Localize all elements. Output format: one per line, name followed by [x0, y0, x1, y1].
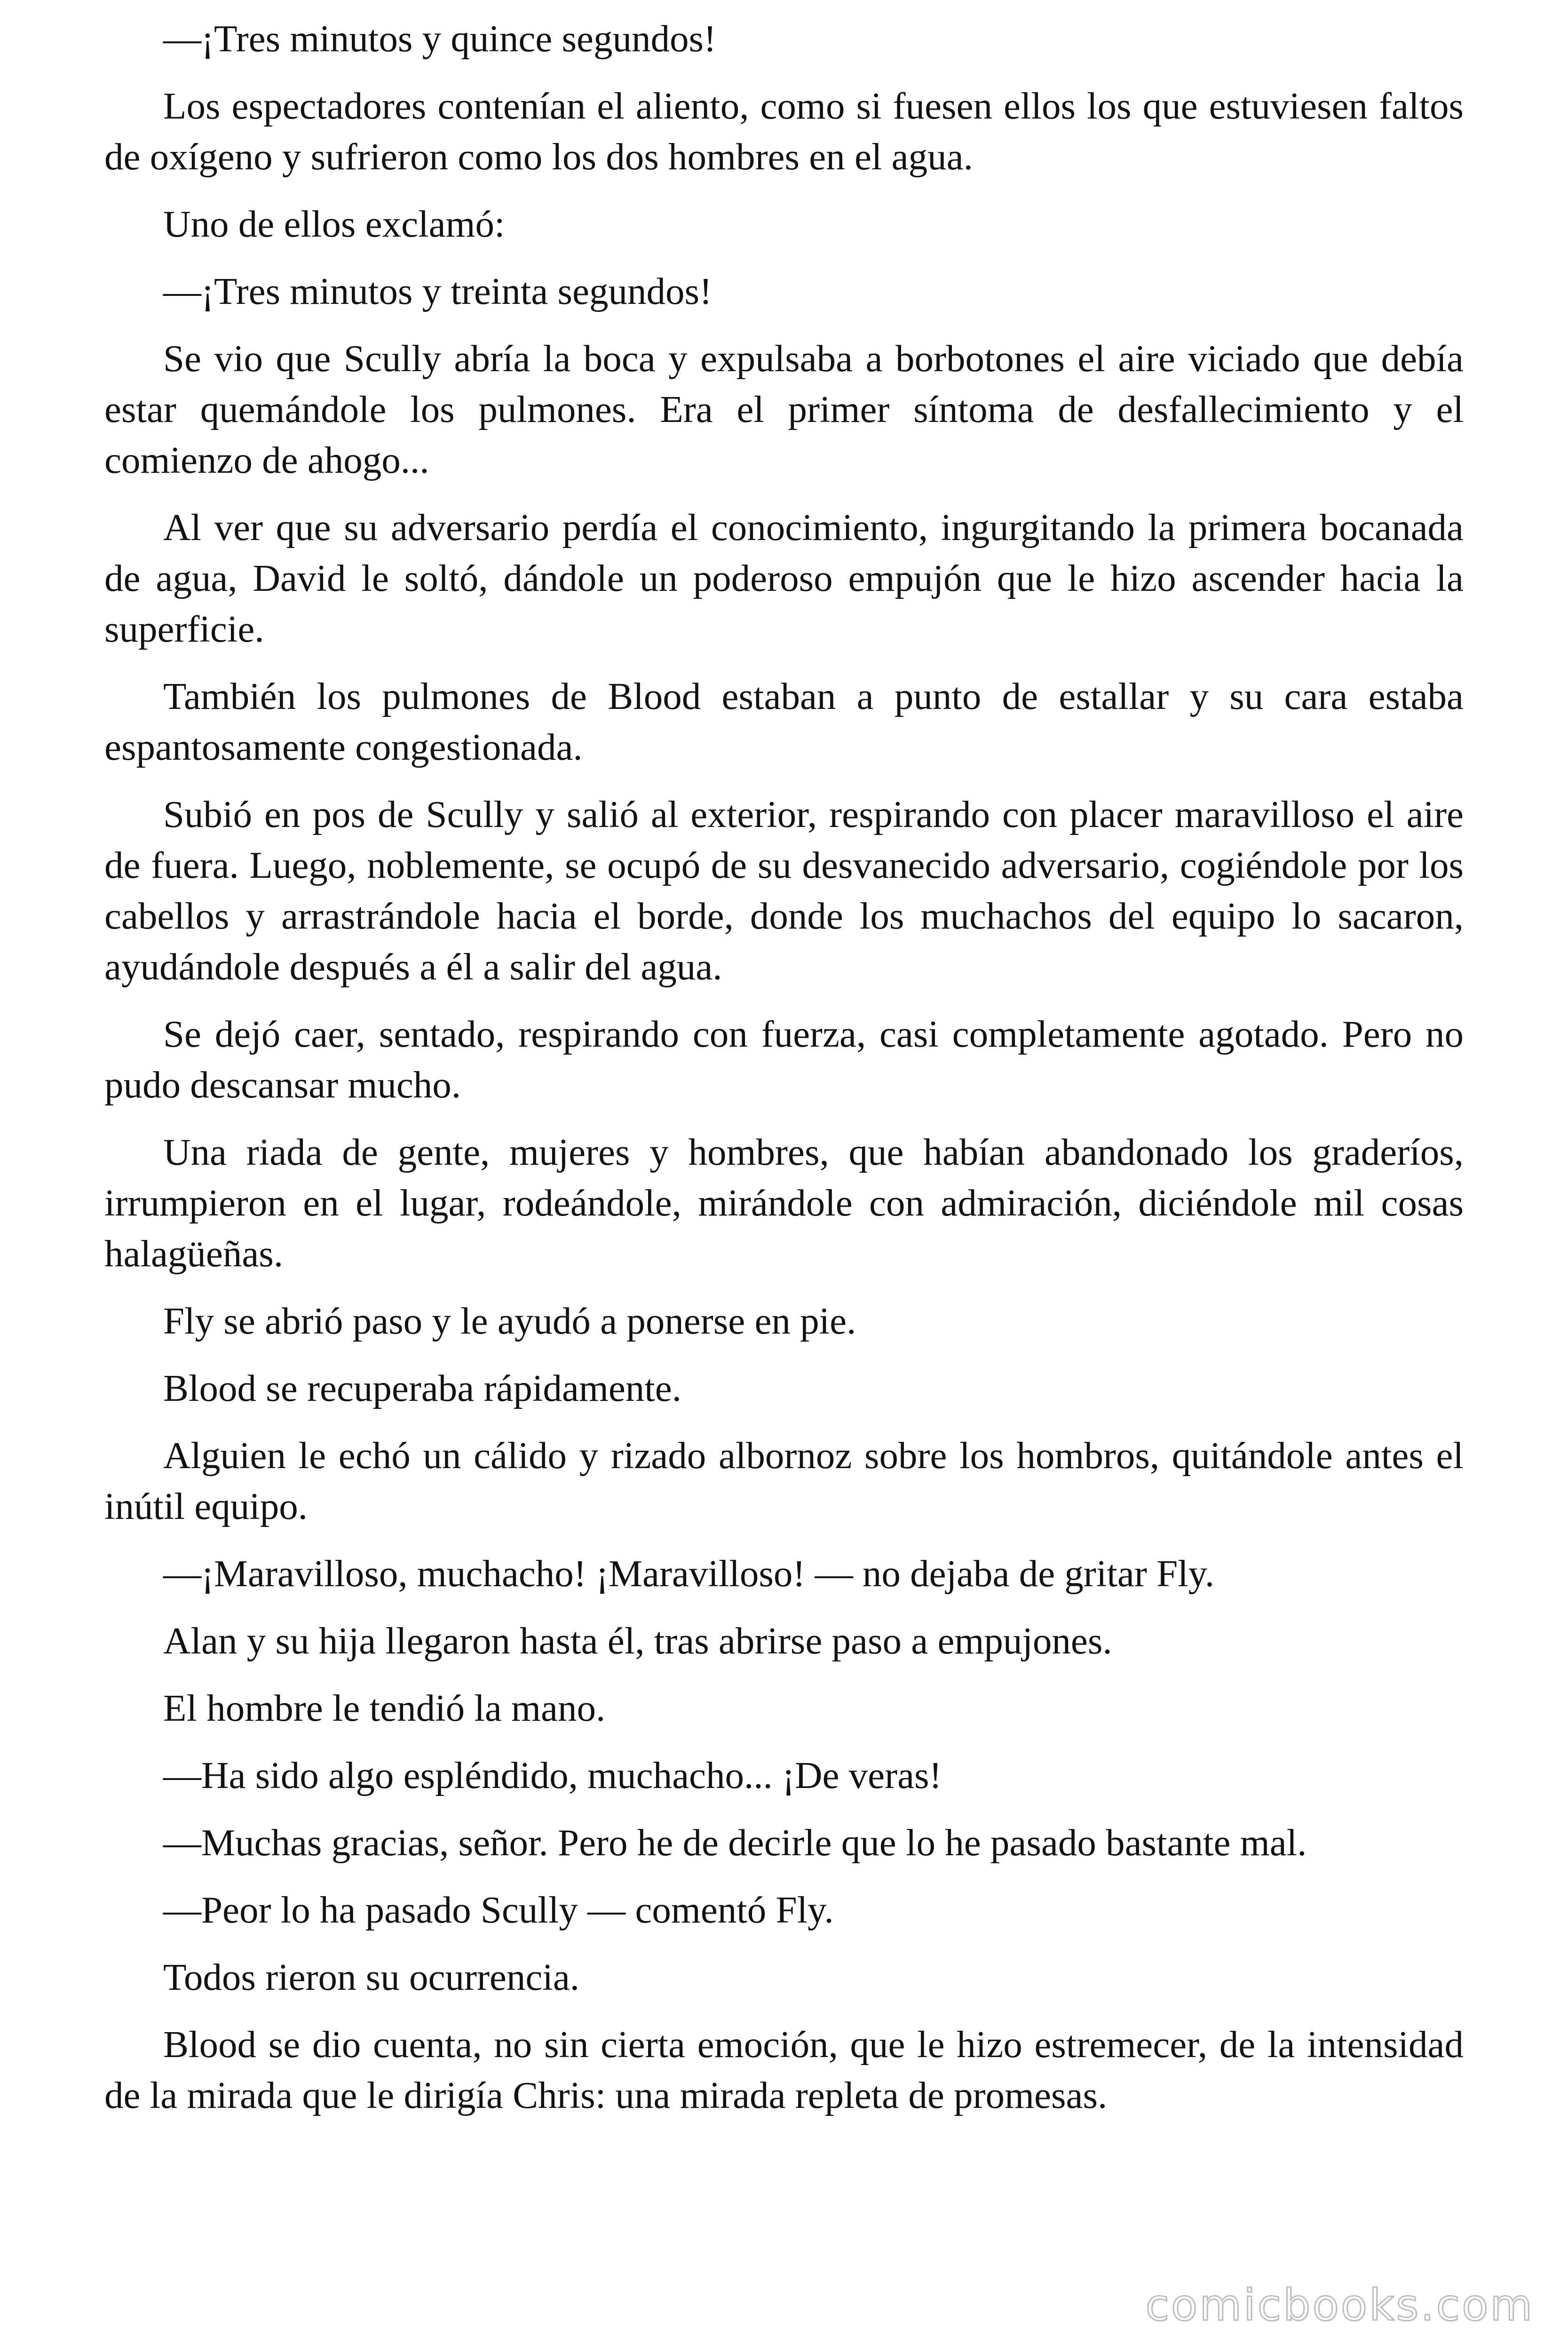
paragraph: Uno de ellos exclamó:: [163, 203, 505, 245]
paragraph: —Ha sido algo espléndido, muchacho... ¡De veras!: [163, 1754, 942, 1796]
paragraph: —¡Tres minutos y treinta segundos!: [163, 270, 712, 312]
paragraph: —Muchas gracias, señor. Pero he de decirle que lo he pasado bastante mal.: [163, 1821, 1307, 1864]
page-text: [104, 13, 1464, 2137]
paragraph: Fly se abrió paso y le ayudó a ponerse en pie.: [163, 1300, 856, 1342]
paragraph: Se vio que Scully abría la boca y expulsaba a borbotones el aire viciado que debía estar quemándole los pulmones. Era el primer síntoma de desfallecimiento y el comienzo de ahogo...: [104, 337, 1464, 481]
paragraph: Una riada de gente, mujeres y hombres, que habían abandonado los graderíos, irrumpieron en el lugar, rodeándole, mirándole con admiración, diciéndole mil cosas halagüeñas.: [104, 1131, 1464, 1275]
watermark: comicbooks.com: [1145, 2280, 1534, 2330]
paragraph: Alan y su hija llegaron hasta él, tras abrirse paso a empujones.: [163, 1620, 1112, 1662]
paragraph: El hombre le tendió la mano.: [163, 1687, 606, 1729]
paragraph: Subió en pos de Scully y salió al exterior, respirando con placer maravilloso el aire de fuera. Luego, noblemente, se ocupó de su desvanecido adversario, cogiéndole por los cabellos y arrastrándole hacia el borde, donde los muchachos del equipo lo sacaron, ayudándole después a él a salir del agua.: [104, 793, 1464, 988]
paragraph: Se dejó caer, sentado, respirando con fuerza, casi completamente agotado. Pero no pudo descansar mucho.: [104, 1013, 1464, 1106]
paragraph: También los pulmones de Blood estaban a punto de estallar y su cara estaba espantosamente congestionada.: [104, 675, 1464, 768]
paragraph: Alguien le echó un cálido y rizado albornoz sobre los hombros, quitándole antes el inútil equipo.: [104, 1434, 1464, 1527]
paragraph: Los espectadores contenían el aliento, como si fuesen ellos los que estuviesen faltos de oxígeno y sufrieron como los dos hombres en el agua.: [104, 85, 1464, 178]
paragraph: Al ver que su adversario perdía el conocimiento, ingurgitando la primera bocanada de agua, David le soltó, dándole un poderoso empujón que le hizo ascender hacia la superficie.: [104, 506, 1464, 650]
paragraph: Blood se dio cuenta, no sin cierta emoción, que le hizo estremecer, de la intensidad de la mirada que le dirigía Chris: una mirada repleta de promesas.: [104, 2023, 1464, 2116]
paragraph: —¡Tres minutos y quince segundos!: [163, 17, 716, 60]
paragraph: Todos rieron su ocurrencia.: [163, 1956, 580, 1998]
paragraph: Blood se recuperaba rápidamente.: [163, 1367, 682, 1409]
paragraph: —¡Maravilloso, muchacho! ¡Maravilloso! — no dejaba de gritar Fly.: [163, 1552, 1215, 1595]
paragraph: —Peor lo ha pasado Scully — comentó Fly.: [163, 1889, 834, 1931]
